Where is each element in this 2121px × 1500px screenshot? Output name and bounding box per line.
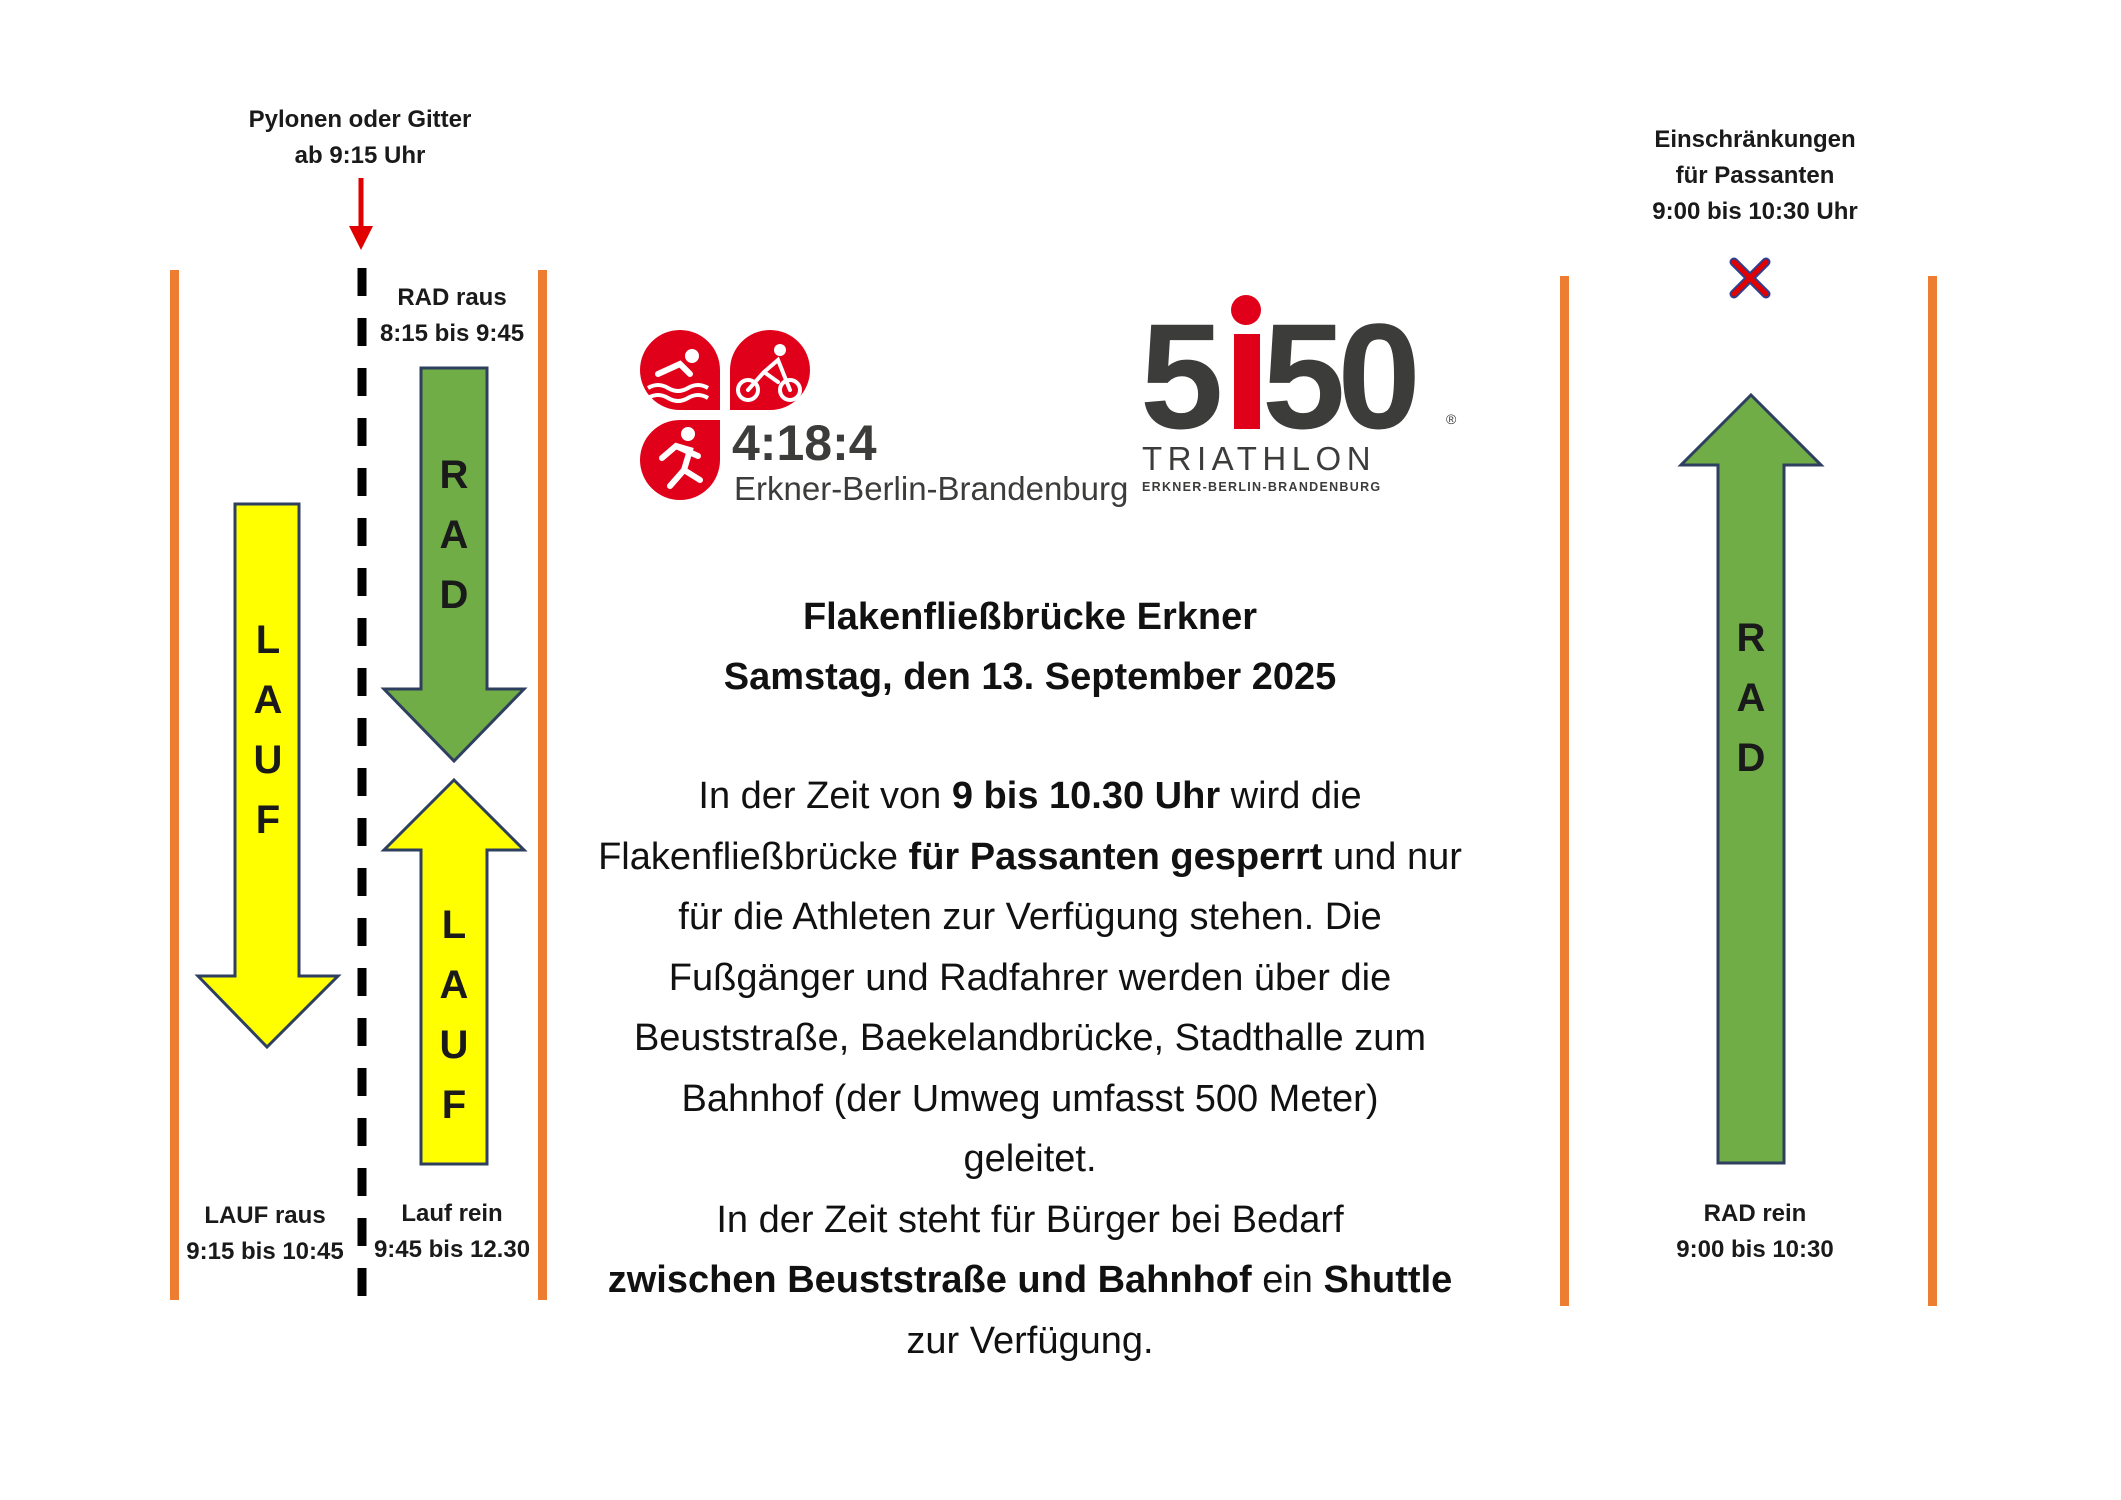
event-logo-4184 (640, 330, 1140, 510)
lauf-rein-label (365, 1196, 539, 1268)
lauf-rein-line2: 9:45 bis 12.30 (373, 1236, 531, 1263)
brand-i-mark (1231, 295, 1261, 429)
left-lane-outer-line (170, 270, 179, 1300)
notice-body (570, 766, 1490, 1371)
arrow-letter: U (253, 738, 283, 782)
restriction-line2: für Passanten (1675, 162, 1835, 189)
rad-rein-line2: 9:00 bis 10:30 (1676, 1236, 1834, 1263)
arrow-letter: A (439, 513, 469, 557)
lauf-rein-line1: Lauf rein (401, 1200, 503, 1227)
notice-line-4: Fußgänger und Radfahrer werden über die (668, 956, 1392, 999)
restriction-line1: Einschränkungen (1654, 126, 1856, 153)
event-distance-text: 4:18:4 (732, 415, 877, 471)
brand-number-5: 5 (1140, 292, 1216, 460)
notice-line-2: Flakenfließbrücke für Passanten gesperrt und nur (598, 835, 1462, 878)
pylon-marker-arrow-icon (346, 178, 376, 252)
brand-subtitle: ERKNER-BERLIN-BRANDENBURG (1142, 480, 1382, 494)
rad-down-arrow-letters (429, 445, 479, 625)
dashed-divider-line (355, 268, 369, 1303)
page-title-line2: Samstag, den 13. September 2025 (723, 656, 1337, 698)
run-icon (640, 420, 720, 500)
arrow-letter: A (253, 678, 283, 722)
lauf-down-arrow-letters (243, 610, 293, 850)
pylon-label-line1: Pylonen oder Gitter (248, 106, 472, 133)
lauf-raus-line1: LAUF raus (204, 1202, 326, 1229)
rad-raus-line1: RAD raus (397, 284, 507, 311)
arrow-letter: L (255, 618, 281, 662)
brand-word-triathlon: TRIATHLON (1142, 440, 1377, 477)
notice-line-9: zwischen Beuststraße und Bahnhof ein Shuttle (607, 1259, 1453, 1301)
arrow-letter: R (439, 453, 469, 497)
rad-rein-label (1640, 1196, 1870, 1268)
lauf-raus-label (175, 1198, 355, 1270)
event-location-text: Erkner-Berlin-Brandenburg (734, 470, 1129, 507)
registered-mark: ® (1446, 411, 1457, 427)
restriction-label (1600, 122, 1910, 230)
notice-line-8: In der Zeit steht für Bürger bei Bedarf (716, 1198, 1344, 1241)
arrow-letter: D (439, 573, 469, 617)
pylon-label (220, 102, 500, 174)
left-lane-inner-line (538, 270, 547, 1300)
arrow-letter: D (1736, 736, 1766, 780)
notice-line-10: zur Verfügung. (906, 1319, 1154, 1362)
swim-icon (640, 330, 720, 410)
brand-logo-5150 (1140, 290, 1460, 500)
notice-line-5: Beuststraße, Baekelandbrücke, Stadthalle zum (633, 1017, 1427, 1059)
arrow-letter: A (1736, 676, 1766, 720)
right-lane-outer-line (1928, 276, 1937, 1306)
rad-raus-label (370, 280, 534, 352)
no-passage-x-icon (1728, 256, 1772, 300)
arrow-letter: L (441, 903, 467, 947)
notice-line-7: geleitet. (963, 1138, 1097, 1180)
notice-line-6: Bahnhof (der Umweg umfasst 500 Meter) (681, 1077, 1379, 1120)
rad-up-arrow-letters (1726, 608, 1776, 788)
pylon-label-line2: ab 9:15 Uhr (294, 142, 426, 169)
lauf-up-arrow-letters (429, 895, 479, 1135)
arrow-letter: U (439, 1023, 469, 1067)
right-lane-inner-line (1560, 276, 1569, 1306)
arrow-letter: A (439, 963, 469, 1007)
page-title-line1: Flakenfließbrücke Erkner (802, 596, 1258, 638)
arrow-letter: F (255, 798, 281, 842)
notice-line-3: für die Athleten zur Verfügung stehen. Die (678, 896, 1382, 938)
arrow-letter: F (441, 1083, 467, 1127)
restriction-line3: 9:00 bis 10:30 Uhr (1652, 198, 1858, 225)
brand-number-50: 50 (1262, 292, 1413, 460)
bike-icon (730, 330, 810, 410)
rad-rein-line1: RAD rein (1703, 1200, 1807, 1227)
notice-line-1: In der Zeit von 9 bis 10.30 Uhr wird die (698, 775, 1362, 817)
arrow-letter: R (1736, 616, 1766, 660)
lauf-raus-line2: 9:15 bis 10:45 (186, 1238, 344, 1265)
rad-raus-line2: 8:15 bis 9:45 (379, 320, 525, 347)
